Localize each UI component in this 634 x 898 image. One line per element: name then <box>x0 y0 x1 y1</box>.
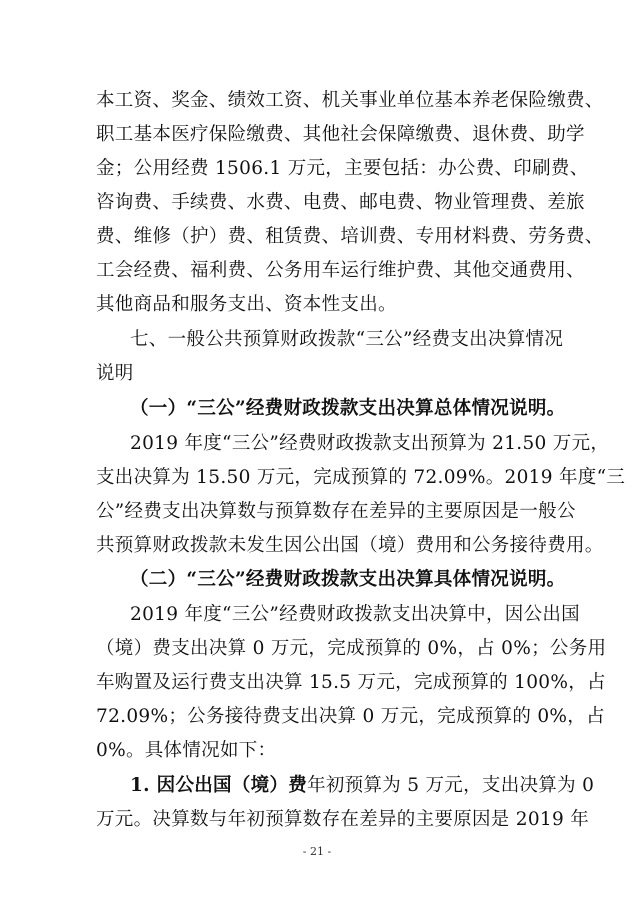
body-text-line: 公”经费支出决算数与预算数存在差异的主要原因是一般公 <box>96 501 576 522</box>
body-text-line: 72.09%；公务接待费支出决算 0 万元，完成预算的 0%，占 <box>96 706 605 727</box>
subsection-heading-1: （一）“三公”经费财政拨款支出决算总体情况说明。 <box>130 398 566 419</box>
body-text-line: 职工基本医疗保险缴费、其他社会保障缴费、退休费、助学 <box>96 124 585 145</box>
section-heading-continued: 说明 <box>96 363 134 384</box>
body-text-line: 工会经费、福利费、公务用车运行维护费、其他交通费用、 <box>96 260 585 281</box>
body-text-line: 万元。决算数与年初预算数存在差异的主要原因是 2019 年 <box>96 809 590 830</box>
body-text-line: 0%。具体情况如下： <box>96 740 277 761</box>
body-text-line: 车购置及运行费支出决算 15.5 万元，完成预算的 100%，占 <box>96 672 606 693</box>
body-text-line: 本工资、奖金、绩效工资、机关事业单位基本养老保险缴费、 <box>96 90 604 111</box>
body-text-line: 共预算财政拨款未发生因公出国（境）费用和公务接待费用。 <box>96 535 604 556</box>
page-number: - 21 - <box>302 845 332 858</box>
body-text-line: 2019 年度“三公”经费财政拨款支出决算中，因公出国 <box>130 604 580 625</box>
body-text-line: 2019 年度“三公”经费财政拨款支出预算为 21.50 万元， <box>130 433 610 454</box>
item-text: 年初预算为 5 万元，支出决算为 0 <box>307 775 595 796</box>
body-text-line: 费、维修（护）费、租赁费、培训费、专用材料费、劳务费、 <box>96 226 604 247</box>
body-text-line: 金；公用经费 1506.1 万元，主要包括：办公费、印刷费、 <box>96 158 589 179</box>
body-text-line: （境）费支出决算 0 万元，完成预算的 0%，占 0%；公务用 <box>96 638 607 659</box>
body-text-line: 支出决算为 15.50 万元，完成预算的 72.09%。2019 年度“三 <box>96 467 626 488</box>
section-heading: 七、一般公共预算财政拨款“三公”经费支出决算情况 <box>130 329 564 350</box>
body-text-line: 咨询费、手续费、水费、电费、邮电费、物业管理费、差旅 <box>96 192 585 213</box>
body-text-line: 其他商品和服务支出、资本性支出。 <box>96 294 397 315</box>
subsection-heading-2: （二）“三公”经费财政拨款支出决算具体情况说明。 <box>130 569 566 590</box>
item-lead: 1. 因公出国（境）费 <box>130 775 308 796</box>
item-paragraph-line <box>130 769 595 803</box>
